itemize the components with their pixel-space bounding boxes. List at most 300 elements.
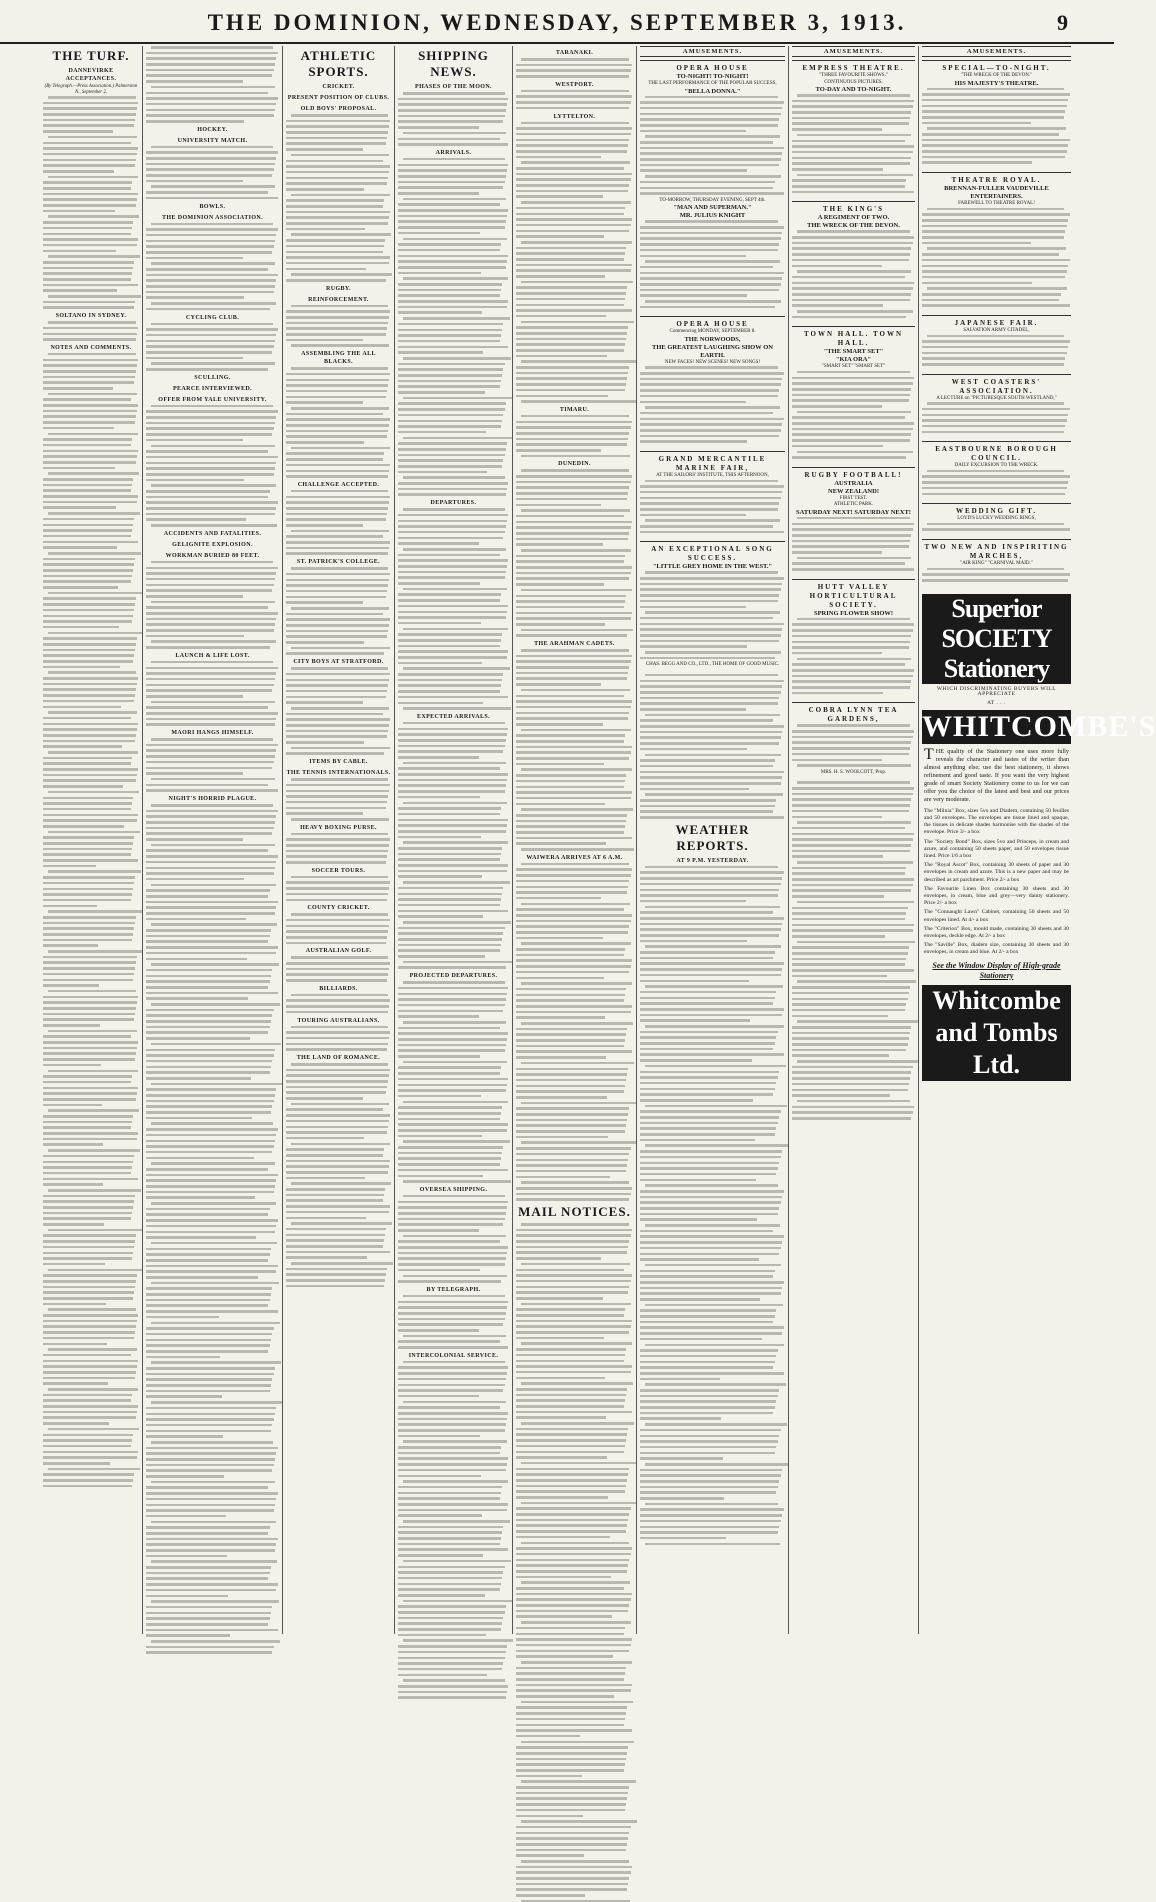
illegible-text-line [43,233,131,236]
illegible-text-line [792,1049,906,1052]
illegible-text-line [516,95,632,98]
illegible-text-line [286,1245,383,1248]
illegible-text-line [516,372,628,375]
illegible-text-line [398,605,508,608]
illegible-text-line [43,284,138,287]
illegible-text-line [516,1524,627,1527]
illegible-text-line [640,974,781,977]
illegible-text-line [398,807,501,810]
illegible-text-line [43,802,132,805]
illegible-text-line [516,1291,628,1294]
illegible-text-line [48,632,143,635]
ad-text [792,371,915,459]
illegible-text-line [516,1371,631,1374]
illegible-text-line [922,213,1070,216]
illegible-text-line [151,778,275,781]
illegible-text-line [398,993,507,996]
illegible-text-line [797,724,910,727]
illegible-text-line [151,963,279,966]
illegible-text-line [521,1542,629,1545]
illegible-text-line [146,467,275,470]
illegible-text-line [516,1729,632,1732]
product-item: The "Connaught Lawn" Cabinet, containing 50 sheets and 50 envelopes lined. At 4/- a box [924,909,1069,923]
illegible-text-line [516,515,624,518]
illegible-text-line [398,249,500,252]
ad-line: MR. JULIUS KNIGHT [679,212,746,220]
article-text [43,96,139,309]
illegible-text-line [645,1025,784,1028]
illegible-text-line [43,808,131,811]
illegible-text-line [146,1253,270,1256]
illegible-text-line [640,497,781,500]
illegible-text-line [43,370,136,373]
article-text [286,994,391,1014]
illegible-text-line [146,1509,274,1512]
illegible-text-line [398,1163,500,1166]
illegible-text-line [640,934,779,937]
illegible-text-line [43,193,138,196]
illegible-text-line [521,982,632,985]
ad-text [922,88,1071,165]
illegible-text-line [151,46,273,49]
illegible-text-line [640,1309,776,1312]
illegible-text-line [398,1269,480,1272]
advertisement [792,201,915,324]
article-heading: LAUNCH & LIFE LOST. [175,652,250,659]
illegible-text-line [398,944,501,947]
illegible-text-line [640,1287,782,1290]
illegible-text-line [398,1157,501,1160]
illegible-text-line [792,918,905,921]
illegible-text-line [640,759,775,762]
illegible-text-line [146,416,276,419]
article-text [146,561,279,649]
illegible-text-line [286,1228,386,1231]
illegible-text-line [792,747,910,750]
illegible-text-line [146,958,247,961]
illegible-text-line [146,251,272,254]
illegible-text-line [792,540,910,543]
illegible-text-line [48,751,138,754]
illegible-text-line [43,444,131,447]
illegible-text-line [640,889,779,892]
illegible-text-line [640,697,779,700]
product-item: The Favourite Linen Box containing 30 sheets and 30 envelopes, in cream, blue and grey—very dainty stationery. Price 2/- a box [924,885,1069,907]
illegible-text-line [521,848,634,851]
ad-text [792,517,915,571]
ad-text [640,366,785,443]
illegible-text-line [516,269,631,272]
illegible-text-line [151,262,275,265]
illegible-text-line [286,1005,389,1008]
illegible-text-line [516,304,624,307]
illegible-text-line [151,302,276,305]
whitcombe-tombs-footer: Whitcombe and Tombs Ltd. [922,985,1071,1081]
illegible-text-line [516,1016,605,1019]
illegible-text-line [286,1273,386,1276]
illegible-text-line [146,1452,276,1455]
illegible-text-line [146,328,278,331]
illegible-text-line [640,1053,784,1056]
illegible-text-line [640,765,773,768]
illegible-text-line [146,109,275,112]
illegible-text-line [43,700,134,703]
illegible-text-line [792,456,906,459]
illegible-text-line [48,950,143,953]
illegible-text-line [146,1310,278,1313]
illegible-text-line [286,396,386,399]
article-heading: BOWLS. [199,203,226,210]
ad-title: EMPRESS THEATRE. [802,64,905,72]
illegible-text-line [640,1355,776,1358]
illegible-text-line [43,1434,133,1437]
illegible-text-line [516,814,627,817]
illegible-text-line [398,702,483,705]
illegible-text-line [398,103,507,106]
illegible-text-line [146,1185,275,1188]
illegible-text-line [43,1439,132,1442]
illegible-text-line [398,773,508,776]
illegible-text-line [403,1679,505,1682]
article-heading: PEARCE INTERVIEWED. [172,385,253,392]
illegible-text-line [792,253,910,256]
illegible-text-line [151,185,275,188]
illegible-text-line [48,552,141,555]
illegible-text-line [146,1060,272,1063]
illegible-text-line [640,788,749,791]
illegible-text-line [146,1026,270,1029]
illegible-text-line [43,164,135,167]
illegible-text-line [640,1372,784,1375]
illegible-text-line [286,379,389,382]
illegible-text-line [286,165,390,168]
illegible-text-line [521,1462,636,1465]
illegible-text-line [146,629,274,632]
advertisement [792,60,915,199]
illegible-text-line [640,708,746,711]
illegible-text-line [43,1013,135,1016]
illegible-text-line [146,861,276,864]
ad-line: MRS. H. S. WOOLCOTT, Prop. [820,769,887,775]
illegible-text-line [922,230,1065,233]
illegible-text-line [797,658,911,661]
illegible-text-line [286,962,390,965]
illegible-text-line [398,966,506,969]
illegible-text-line [640,243,779,246]
illegible-text-line [640,423,782,426]
illegible-text-line [48,255,140,258]
illegible-text-line [516,1667,626,1670]
illegible-text-line [516,1050,632,1053]
illegible-text-line [286,1148,384,1151]
illegible-text-line [516,389,625,392]
illegible-text-line [516,1246,628,1249]
illegible-text-line [792,568,914,571]
illegible-text-line [792,816,882,819]
illegible-text-line [516,504,601,507]
illegible-text-line [43,546,117,549]
illegible-text-line [151,1202,276,1205]
illegible-text-line [640,736,781,739]
illegible-text-line [398,215,507,218]
illegible-text-line [922,304,1070,307]
illegible-text-line [398,488,507,491]
advertisement [792,579,915,701]
illegible-text-line [640,101,784,104]
illegible-text-line [291,1063,388,1066]
illegible-text-line [146,606,268,609]
illegible-text-line [151,1521,276,1524]
illegible-text-line [286,125,389,128]
illegible-text-line [792,1054,889,1057]
illegible-text-line [640,1036,776,1039]
illegible-text-line [792,111,911,114]
illegible-text-line [48,176,138,179]
illegible-text-line [640,782,781,785]
illegible-text-line [792,730,914,733]
illegible-text-line [398,1395,479,1398]
illegible-text-line [516,1678,624,1681]
illegible-text-line [398,1509,507,1512]
illegible-text-line [286,1091,386,1094]
illegible-text-line [521,241,632,244]
illegible-text-line [398,459,503,462]
illegible-text-line [516,1193,631,1196]
illegible-text-line [398,1622,502,1625]
illegible-text-line [640,968,782,971]
masthead-title: THE DOMINION, WEDNESDAY, SEPTEMBER 3, 1913. [207,10,907,35]
illegible-text-line [645,135,780,138]
illegible-text-line [640,289,779,292]
illegible-text-line [640,1179,756,1182]
illegible-text-line [516,1724,624,1727]
illegible-text-line [43,996,138,999]
illegible-text-line [403,317,510,320]
illegible-text-line [640,401,746,404]
illegible-text-line [516,886,628,889]
illegible-text-line [521,1382,633,1385]
illegible-text-line [398,203,500,206]
illegible-text-line [146,1572,270,1575]
illegible-text-line [640,645,747,648]
illegible-text-line [640,113,781,116]
illegible-text-line [398,414,503,417]
illegible-text-line [43,666,120,669]
illegible-text-line [792,680,911,683]
article-text [286,367,391,478]
illegible-text-line [398,1429,505,1432]
illegible-text-line [516,178,631,181]
illegible-text-line [146,1316,219,1319]
illegible-text-line [403,1639,513,1642]
illegible-text-line [146,980,270,983]
illegible-text-line [286,148,363,151]
ad-line: LOYD'S LUCKY WEDDING RINGS, [957,516,1036,522]
section-heading: WEATHER REPORTS. [675,821,750,853]
illegible-text-line [146,1014,272,1017]
ad-text [922,568,1071,582]
ad-line: A REGIMENT OF TWO. [817,214,890,222]
illegible-text-line [43,876,135,879]
ad-title: RUGBY FOOTBALL! [804,470,903,479]
article-heading: ST. PATRICK'S COLLEGE. [296,559,381,566]
illegible-text-line [43,626,119,629]
illegible-text-line [516,948,625,951]
illegible-text-line [286,652,384,655]
illegible-text-line [151,524,277,527]
illegible-text-line [792,975,887,978]
illegible-text-line [146,1265,278,1268]
illegible-text-line [286,1126,388,1129]
ad-line: THE LAST PERFORMANCE OF THE POPULAR SUCCESS, [648,81,777,86]
illegible-text-line [516,1159,628,1162]
illegible-text-line [516,1837,628,1840]
article-text [516,122,633,403]
illegible-text-line [146,1020,271,1023]
illegible-text-line [792,247,911,250]
illegible-text-line [640,917,784,920]
illegible-text-line [516,1153,629,1156]
article-heading: THE DOMINION ASSOCIATION. [161,214,264,221]
article-heading: ITEMS BY CABLE. [309,759,368,766]
illegible-text-line [640,118,779,121]
ad-text [922,335,1071,366]
illegible-text-line [403,921,511,924]
illegible-text-line [398,684,501,687]
whitcombes-logo: WHITCOMBE'S [922,709,1156,743]
illegible-text-line [640,232,782,235]
illegible-text-line [403,1560,511,1563]
illegible-text-line [516,64,632,67]
illegible-text-line [922,236,1064,239]
illegible-text-line [43,1052,136,1055]
illegible-text-line [521,455,630,458]
illegible-text-line [286,930,388,933]
illegible-text-line [640,1321,773,1324]
article-text [286,490,391,555]
illegible-text-line [516,1695,614,1698]
article-text [286,778,391,820]
illegible-text-line [398,1486,502,1489]
illegible-text-line [640,1133,775,1136]
illegible-text-line [398,431,486,434]
illegible-text-line [516,258,624,261]
illegible-text-line [516,1337,604,1340]
illegible-text-line [640,1099,753,1102]
illegible-text-line [43,967,135,970]
illegible-text-line [286,1177,365,1180]
illegible-text-line [398,1346,508,1349]
illegible-text-line [516,1005,632,1008]
illegible-text-line [792,162,910,165]
illegible-text-line [398,904,500,907]
article-text [146,661,279,726]
illegible-text-line [146,1140,275,1143]
illegible-text-line [286,552,388,555]
illegible-text-line [797,310,913,313]
illegible-text-line [43,359,138,362]
illegible-text-line [516,1479,627,1482]
illegible-text-line [146,1395,222,1398]
illegible-text-line [640,894,778,897]
illegible-text-line [146,1549,275,1552]
illegible-text-line [146,1077,251,1080]
illegible-text-line [516,207,625,210]
illegible-text-line [398,1691,507,1694]
illegible-text-line [521,768,632,771]
illegible-text-line [792,445,883,448]
illegible-text-line [398,927,505,930]
advertisement [640,451,785,539]
illegible-text-line [146,163,275,166]
illegible-text-line [792,1003,906,1006]
illegible-text-line [146,1566,271,1569]
illegible-text-line [922,487,1067,490]
illegible-text-line [640,249,778,252]
illegible-text-line [640,1162,779,1165]
illegible-text-line [516,486,629,489]
illegible-text-line [640,412,773,415]
illegible-text-line [521,1223,629,1226]
illegible-text-line [792,236,914,239]
illegible-text-line [640,1531,778,1534]
illegible-text-line [43,338,136,341]
illegible-text-line [792,439,910,442]
illegible-text-line [792,168,883,171]
illegible-text-line [43,333,137,336]
illegible-text-line [43,706,121,709]
illegible-text-line [516,521,632,524]
illegible-text-line [43,1286,135,1289]
illegible-text-line [922,253,1059,256]
illegible-text-line [43,1166,132,1169]
illegible-text-line [43,1246,134,1249]
illegible-text-line [792,798,911,801]
illegible-text-line [398,830,506,833]
illegible-text-line [146,103,276,106]
illegible-text-line [43,939,132,942]
illegible-text-line [516,1085,625,1088]
illegible-text-line [151,1361,281,1364]
illegible-text-line [927,470,1064,473]
illegible-text-line [146,1248,271,1251]
illegible-text-line [516,1604,629,1607]
ad-text [640,480,785,534]
illegible-text-line [398,186,503,189]
ad-title: OPERA HOUSE [676,64,749,72]
article-heading: REINFORCEMENT. [308,296,369,303]
illegible-text-line [922,357,1065,360]
illegible-text-line [516,426,631,429]
article-heading: AUSTRALIAN GOLF. [305,948,372,955]
ad-line: "SMART SET" "SMART SET" [821,364,886,370]
illegible-text-line [286,752,384,755]
article-heading: TOURING AUSTRALIANS. [297,1017,380,1024]
illegible-text-line [43,603,135,606]
ad-line: FAREWELL TO THEATRE ROYAL! [958,201,1035,207]
illegible-text-line [927,208,1064,211]
illegible-text-line [398,673,503,676]
illegible-text-line [398,300,508,303]
illegible-text-line [286,850,388,853]
illegible-text-line [922,282,1032,285]
illegible-text-line [151,1003,280,1006]
illegible-text-line [398,1032,508,1035]
illegible-text-line [43,1314,138,1317]
illegible-text-line [43,404,138,407]
illegible-text-line [146,1157,254,1160]
illegible-text-line [516,1136,608,1139]
